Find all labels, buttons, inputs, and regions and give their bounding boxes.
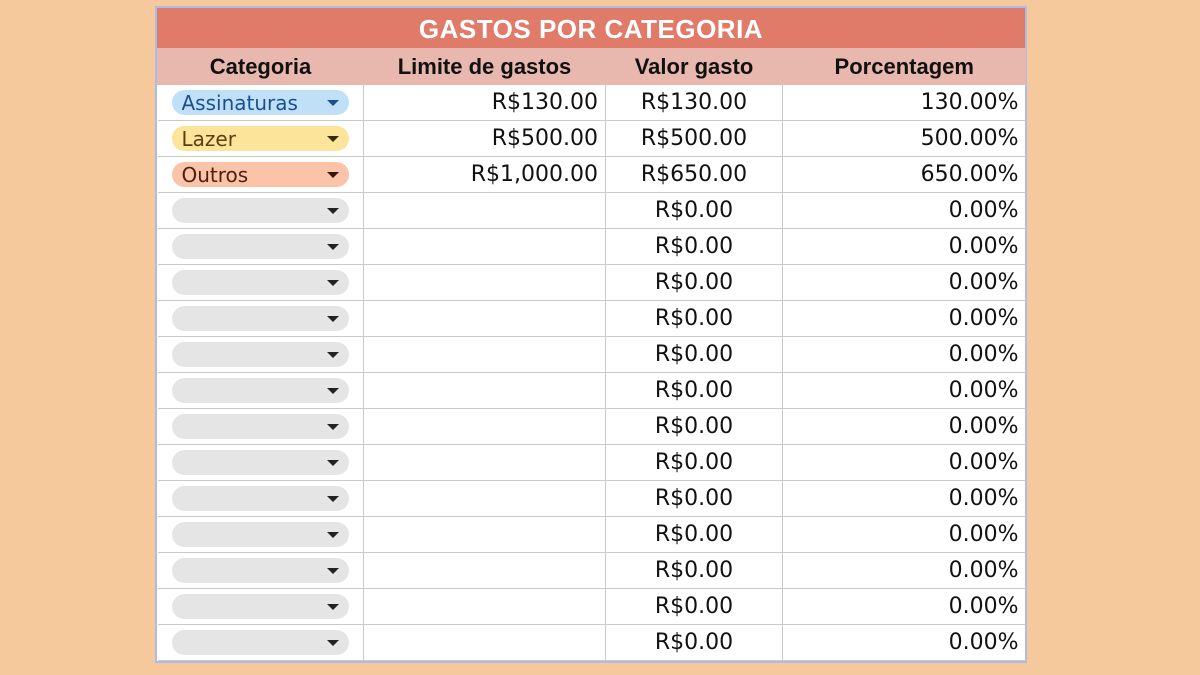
limite-cell[interactable]	[364, 301, 606, 337]
triangle-down-icon[interactable]	[327, 244, 339, 250]
category-dropdown[interactable]	[172, 126, 350, 151]
porcentagem-cell[interactable]: 650.00%	[783, 157, 1026, 193]
category-cell[interactable]	[158, 337, 364, 373]
limite-cell[interactable]	[364, 337, 606, 373]
limite-cell[interactable]: R$1,000.00	[364, 157, 606, 193]
porcentagem-cell[interactable]: 0.00%	[783, 481, 1026, 517]
limite-cell[interactable]	[364, 373, 606, 409]
porcentagem-cell[interactable]: 0.00%	[783, 265, 1026, 301]
triangle-down-icon[interactable]	[327, 604, 339, 610]
valor-gasto-cell[interactable]: R$0.00	[606, 337, 783, 373]
table-row	[158, 193, 1026, 229]
category-dropdown[interactable]	[172, 414, 350, 439]
porcentagem-cell[interactable]: 500.00%	[783, 121, 1026, 157]
category-dropdown[interactable]	[172, 306, 350, 331]
limite-cell[interactable]	[364, 481, 606, 517]
triangle-down-icon[interactable]	[327, 532, 339, 538]
porcentagem-cell[interactable]: 0.00%	[783, 553, 1026, 589]
triangle-down-icon[interactable]	[327, 568, 339, 574]
category-dropdown[interactable]	[172, 378, 350, 403]
table-row	[158, 517, 1026, 553]
category-cell[interactable]	[158, 445, 364, 481]
header-row	[158, 48, 1026, 85]
valor-gasto-cell[interactable]: R$0.00	[606, 265, 783, 301]
spending-by-category-table	[155, 6, 1027, 663]
category-cell[interactable]	[158, 301, 364, 337]
header-limite-de-gastos: Limite de gastos	[364, 48, 606, 85]
header-valor-gasto: Valor gasto	[606, 48, 783, 85]
table-row	[158, 409, 1026, 445]
table-row	[158, 85, 1026, 121]
table-row	[158, 265, 1026, 301]
table-row	[158, 229, 1026, 265]
limite-cell[interactable]: R$130.00	[364, 85, 606, 121]
limite-cell[interactable]	[364, 553, 606, 589]
limite-cell[interactable]	[364, 589, 606, 625]
valor-gasto-cell[interactable]: R$0.00	[606, 517, 783, 553]
category-dropdown[interactable]	[172, 630, 350, 655]
porcentagem-cell[interactable]: 0.00%	[783, 517, 1026, 553]
table-row	[158, 337, 1026, 373]
triangle-down-icon[interactable]	[327, 208, 339, 214]
category-dropdown[interactable]	[172, 90, 350, 115]
category-dropdown[interactable]	[172, 342, 350, 367]
category-label: Assinaturas	[181, 90, 298, 115]
limite-cell[interactable]	[364, 517, 606, 553]
triangle-down-icon[interactable]	[327, 496, 339, 502]
table-row	[158, 625, 1026, 661]
porcentagem-cell[interactable]: 0.00%	[783, 445, 1026, 481]
valor-gasto-cell[interactable]: R$0.00	[606, 589, 783, 625]
limite-cell[interactable]	[364, 409, 606, 445]
limite-cell[interactable]	[364, 625, 606, 661]
porcentagem-cell[interactable]: 0.00%	[783, 229, 1026, 265]
category-cell[interactable]	[158, 409, 364, 445]
category-cell[interactable]	[158, 625, 364, 661]
table-row	[158, 553, 1026, 589]
triangle-down-icon[interactable]	[327, 100, 339, 106]
category-cell[interactable]	[158, 85, 364, 121]
table-row	[158, 121, 1026, 157]
triangle-down-icon[interactable]	[327, 460, 339, 466]
table-row	[158, 157, 1026, 193]
valor-gasto-cell[interactable]: R$0.00	[606, 481, 783, 517]
limite-cell[interactable]	[364, 265, 606, 301]
category-cell[interactable]	[158, 121, 364, 157]
category-cell[interactable]	[158, 373, 364, 409]
limite-cell[interactable]: R$500.00	[364, 121, 606, 157]
category-dropdown[interactable]	[172, 558, 350, 583]
category-dropdown[interactable]	[172, 270, 350, 295]
valor-gasto-cell[interactable]: R$0.00	[606, 193, 783, 229]
category-dropdown[interactable]	[172, 522, 350, 547]
category-cell[interactable]	[158, 157, 364, 193]
porcentagem-cell[interactable]: 0.00%	[783, 337, 1026, 373]
category-dropdown[interactable]	[172, 234, 350, 259]
category-grid	[157, 48, 1026, 661]
category-label: Lazer	[181, 126, 236, 151]
limite-cell[interactable]	[364, 229, 606, 265]
category-dropdown[interactable]	[172, 594, 350, 619]
porcentagem-cell[interactable]: 130.00%	[783, 85, 1026, 121]
category-cell[interactable]	[158, 193, 364, 229]
category-cell[interactable]	[158, 589, 364, 625]
category-cell[interactable]	[158, 265, 364, 301]
table-row	[158, 373, 1026, 409]
porcentagem-cell[interactable]: 0.00%	[783, 193, 1026, 229]
triangle-down-icon[interactable]	[327, 352, 339, 358]
table-row	[158, 481, 1026, 517]
category-dropdown[interactable]	[172, 486, 350, 511]
table-row	[158, 445, 1026, 481]
limite-cell[interactable]	[364, 445, 606, 481]
header-porcentagem: Porcentagem	[783, 48, 1026, 85]
category-dropdown[interactable]	[172, 162, 350, 187]
porcentagem-cell[interactable]: 0.00%	[783, 373, 1026, 409]
triangle-down-icon[interactable]	[327, 136, 339, 142]
triangle-down-icon[interactable]	[327, 388, 339, 394]
valor-gasto-cell[interactable]: R$0.00	[606, 229, 783, 265]
porcentagem-cell[interactable]: 0.00%	[783, 409, 1026, 445]
valor-gasto-cell[interactable]: R$0.00	[606, 409, 783, 445]
valor-gasto-cell[interactable]: R$0.00	[606, 445, 783, 481]
category-cell[interactable]	[158, 517, 364, 553]
triangle-down-icon[interactable]	[327, 424, 339, 430]
header-categoria: Categoria	[158, 48, 364, 85]
limite-cell[interactable]	[364, 193, 606, 229]
category-cell[interactable]	[158, 229, 364, 265]
valor-gasto-cell[interactable]: R$0.00	[606, 301, 783, 337]
triangle-down-icon[interactable]	[327, 316, 339, 322]
category-cell[interactable]	[158, 553, 364, 589]
triangle-down-icon[interactable]	[327, 280, 339, 286]
valor-gasto-cell[interactable]: R$0.00	[606, 553, 783, 589]
porcentagem-cell[interactable]: 0.00%	[783, 589, 1026, 625]
valor-gasto-cell[interactable]: R$500.00	[606, 121, 783, 157]
category-cell[interactable]	[158, 481, 364, 517]
porcentagem-cell[interactable]: 0.00%	[783, 625, 1026, 661]
valor-gasto-cell[interactable]: R$0.00	[606, 373, 783, 409]
category-dropdown[interactable]	[172, 198, 350, 223]
category-label: Outros	[181, 162, 249, 187]
category-dropdown[interactable]	[172, 450, 350, 475]
valor-gasto-cell[interactable]: R$650.00	[606, 157, 783, 193]
table-title: GASTOS POR CATEGORIA	[157, 8, 1025, 48]
valor-gasto-cell[interactable]: R$0.00	[606, 625, 783, 661]
table-row	[158, 301, 1026, 337]
triangle-down-icon[interactable]	[327, 640, 339, 646]
porcentagem-cell[interactable]: 0.00%	[783, 301, 1026, 337]
valor-gasto-cell[interactable]: R$130.00	[606, 85, 783, 121]
triangle-down-icon[interactable]	[327, 172, 339, 178]
table-row	[158, 589, 1026, 625]
